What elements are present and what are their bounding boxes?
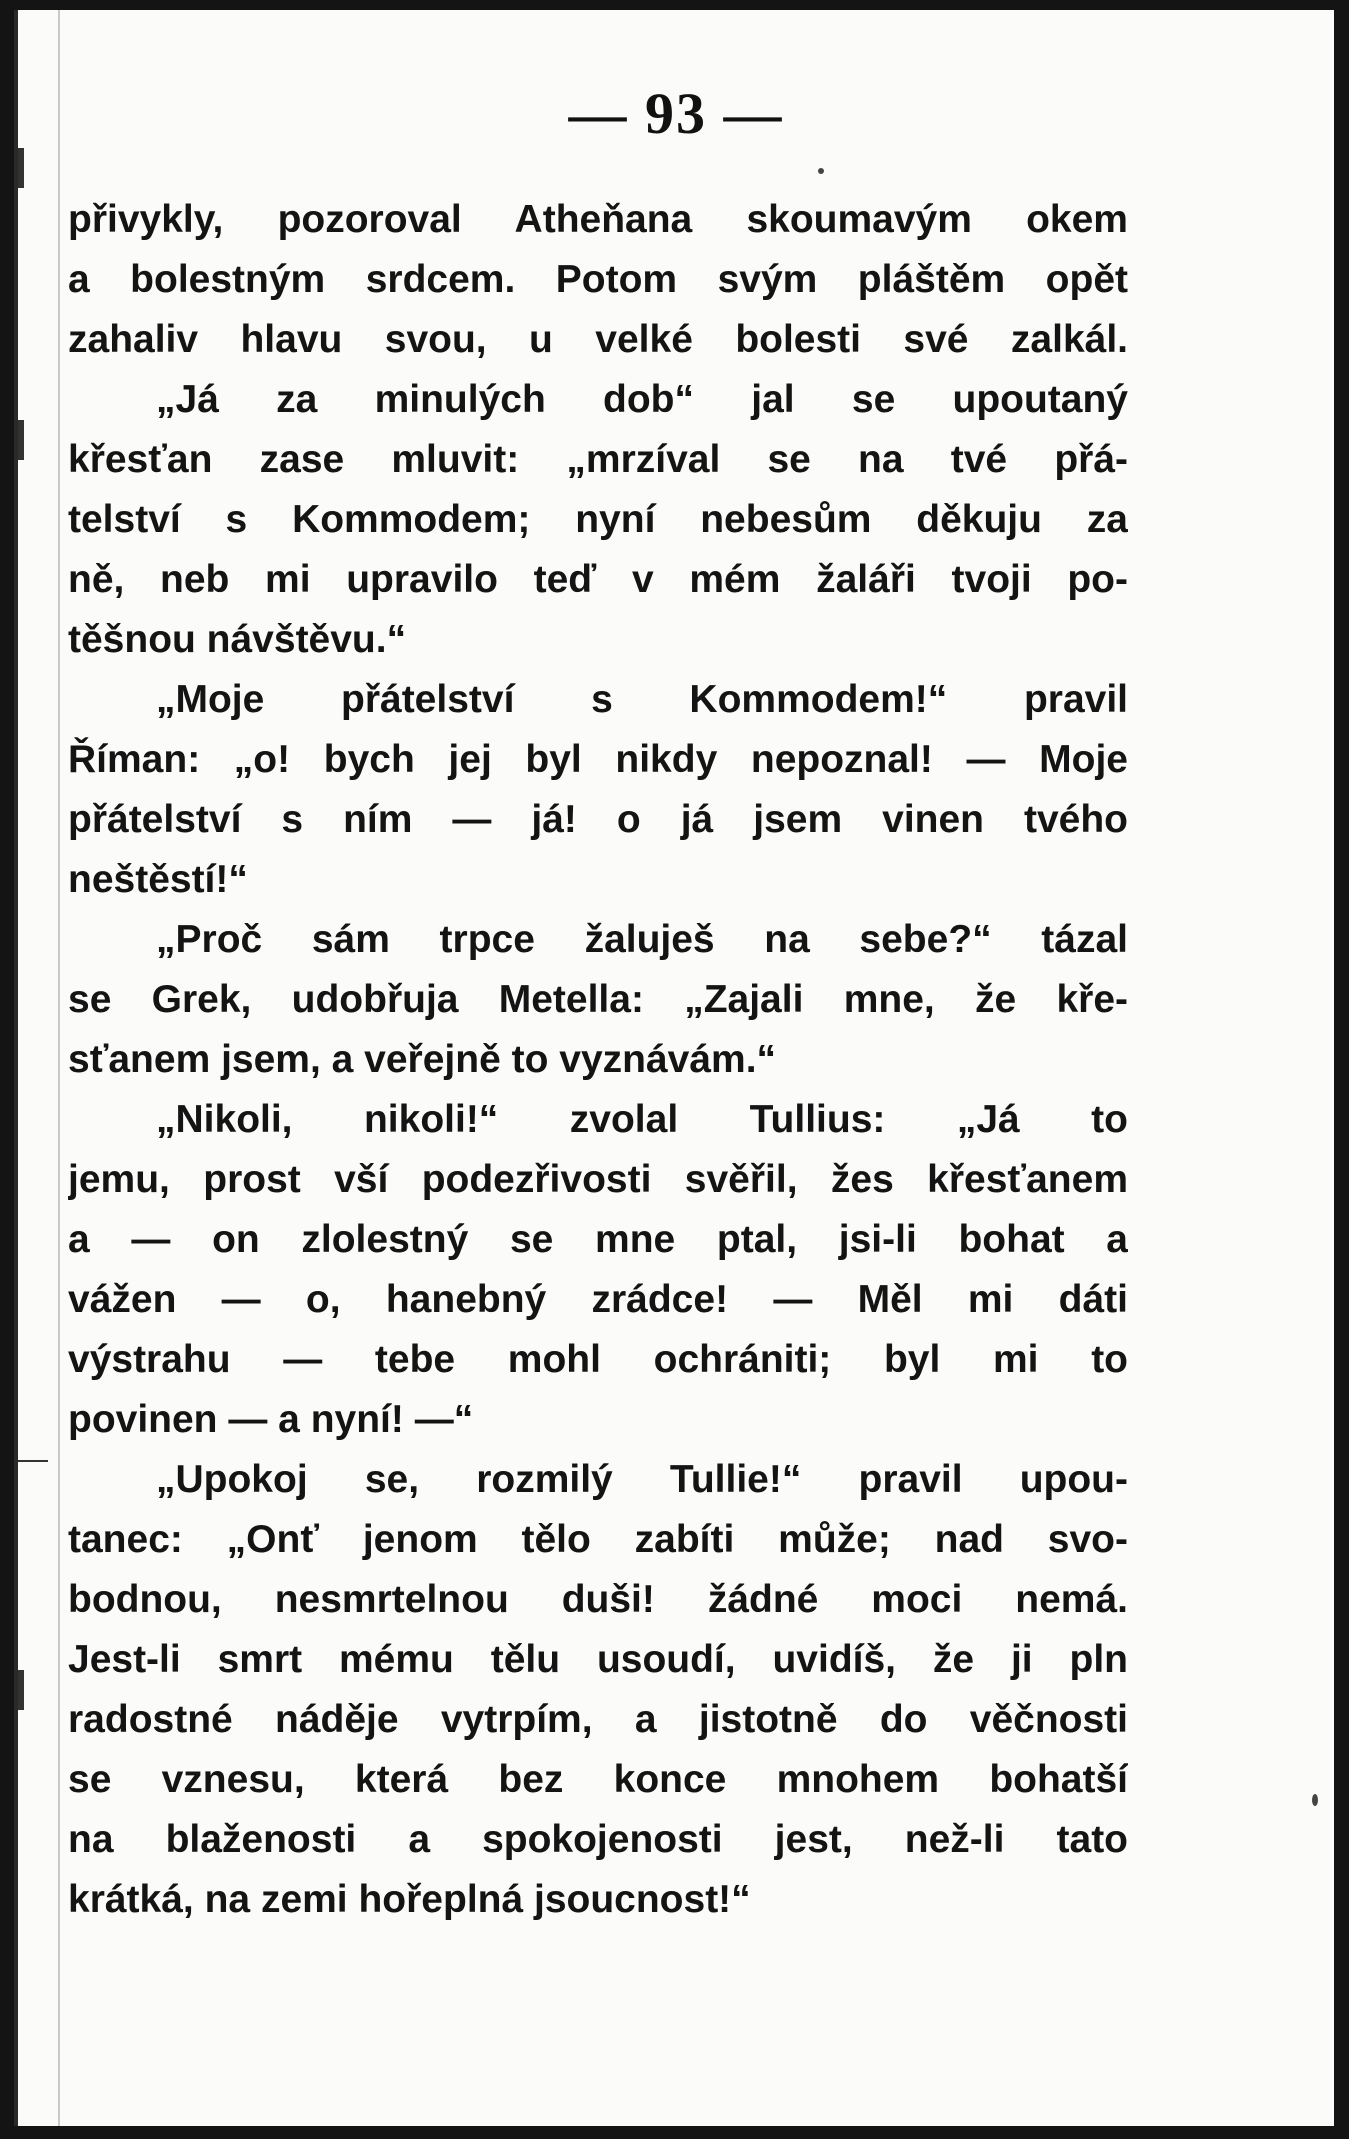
page-number: — 93 — — [568, 81, 784, 146]
text-line: bodnou, nesmrtelnou duši! žádné moci nemá. — [68, 1578, 1128, 1621]
text-line: vážen — o, hanebný zrádce! — Měl mi dáti — [68, 1278, 1128, 1321]
text-line: zahaliv hlavu svou, u velké bolesti své zalkál. — [68, 318, 1128, 361]
text-line: „Já za minulých dob“ jal se upoutaný — [156, 378, 1128, 421]
page-fold-line — [58, 10, 60, 2126]
scan-speck — [818, 168, 824, 174]
page-paper — [14, 10, 1334, 2126]
text-line: radostné náděje vytrpím, a jistotně do věčnosti — [68, 1698, 1128, 1741]
text-line: jemu, prost vší podezřivosti svěřil, žes křesťanem — [68, 1158, 1128, 1201]
edge-tick — [18, 148, 24, 188]
text-line: Jest-li smrt mému tělu usoudí, uvidíš, že ji pln — [68, 1638, 1128, 1681]
text-line: krátká, na zemi hořeplná jsoucnost!“ — [68, 1878, 751, 1921]
text-line: „Upokoj se, rozmilý Tullie!“ pravil upou- — [156, 1458, 1128, 1501]
text-line: tanec: „Onť jenom tělo zabíti může; nad svo- — [68, 1518, 1128, 1561]
edge-tick — [18, 420, 24, 460]
body-text — [68, 190, 1128, 1930]
text-line: „Moje přátelství s Kommodem!“ pravil — [156, 678, 1128, 721]
text-line: se vznesu, která bez konce mnohem bohatší — [68, 1758, 1128, 1801]
edge-tick — [18, 1460, 48, 1462]
text-line: přátelství s ním — já! o já jsem vinen tvého — [68, 798, 1128, 841]
text-line: povinen — a nyní! —“ — [68, 1398, 474, 1441]
text-line: neštěstí!“ — [68, 858, 248, 901]
text-line: Říman: „o! bych jej byl nikdy nepoznal! — Moje — [68, 738, 1128, 781]
text-line: těšnou návštěvu.“ — [68, 618, 407, 661]
text-line: „Nikoli, nikoli!“ zvolal Tullius: „Já to — [156, 1098, 1128, 1141]
text-line: se Grek, udobřuja Metella: „Zajali mne, že kře- — [68, 978, 1128, 1021]
text-line: na blaženosti a spokojenosti jest, než-li tato — [68, 1818, 1128, 1861]
text-line: výstrahu — tebe mohl ochrániti; byl mi to — [68, 1338, 1128, 1381]
edge-tick — [18, 1670, 24, 1710]
text-line: „Proč sám trpce žaluješ na sebe?“ tázal — [156, 918, 1128, 961]
text-line: a bolestným srdcem. Potom svým pláštěm opět — [68, 258, 1128, 301]
text-line: a — on zlolestný se mne ptal, jsi-li bohat a — [68, 1218, 1128, 1261]
text-line: sťanem jsem, a veřejně to vyznávám.“ — [68, 1038, 777, 1081]
scan-speck — [1312, 1794, 1318, 1806]
text-line: křesťan zase mluvit: „mrzíval se na tvé přá- — [68, 438, 1128, 481]
text-line: telství s Kommodem; nyní nebesům děkuju za — [68, 498, 1128, 541]
text-line: ně, neb mi upravilo teď v mém žaláři tvoji po- — [68, 558, 1128, 601]
text-line: přivykly, pozoroval Atheňana skoumavým okem — [68, 198, 1128, 241]
